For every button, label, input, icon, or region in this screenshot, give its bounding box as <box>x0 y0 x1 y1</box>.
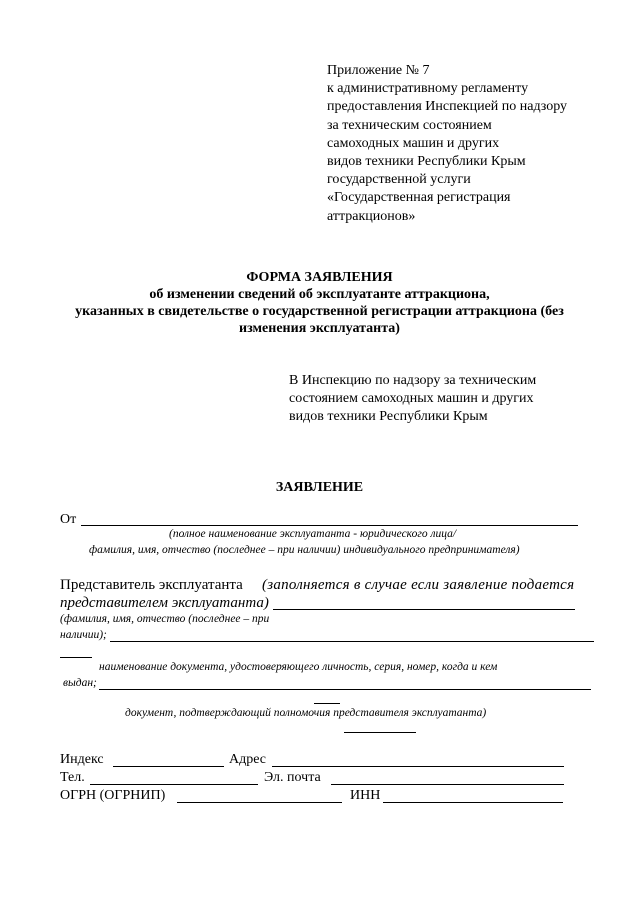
representative-field-line[interactable] <box>273 609 575 610</box>
appendix-line: самоходных машин и других <box>327 135 500 151</box>
index-label: Индекс <box>60 752 104 767</box>
appendix-line: Приложение № 7 <box>327 63 430 78</box>
appendix-line: к административному регламенту <box>327 81 529 97</box>
form-subtitle-line: изменения эксплуатанта) <box>239 321 400 336</box>
from-field-line[interactable] <box>81 525 578 526</box>
phone-label: Тел. <box>60 770 85 785</box>
from-caption-1: (полное наименование эксплуатанта - юридического лица/ <box>169 528 457 540</box>
inn-input[interactable] <box>383 802 563 803</box>
representative-note-1: (заполняется в случае если заявление подается <box>262 577 575 593</box>
issued-label: выдан; <box>63 677 97 689</box>
form-subtitle-line: указанных в свидетельстве о государственной регистрации аттракциона (без <box>75 304 564 319</box>
email-label: Эл. почта <box>264 770 321 785</box>
form-subtitle-line: об изменении сведений об эксплуатанте аттракциона, <box>149 287 490 302</box>
appendix-line: государственной услуги <box>327 172 471 188</box>
form-title: ФОРМА ЗАЯВЛЕНИЯ <box>246 270 393 285</box>
statement-title: ЗАЯВЛЕНИЕ <box>275 480 364 495</box>
id-document-line-end[interactable] <box>314 703 340 704</box>
appendix-line: аттракционов» <box>327 208 416 224</box>
addressee-block <box>289 372 536 426</box>
ogrn-input[interactable] <box>177 802 342 803</box>
representative-fio-caption-1: (фамилия, имя, отчество (последнее – при <box>60 613 270 625</box>
address-label: Адрес <box>229 752 267 767</box>
addressee-line: видов техники Республики Крым <box>289 409 488 424</box>
authority-document-line[interactable] <box>344 732 416 733</box>
from-caption-2: фамилия, имя, отчество (последнее – при наличии) индивидуального предпринимателя) <box>89 544 520 556</box>
authority-document-caption: документ, подтверждающий полномочия представителя эксплуатанта) <box>125 707 487 719</box>
email-input[interactable] <box>331 784 564 785</box>
ogrn-label: ОГРН (ОГРНИП) <box>60 788 166 803</box>
appendix-block <box>327 62 567 226</box>
addressee-line: состоянием самоходных машин и других <box>289 391 534 406</box>
id-document-caption: наименование документа, удостоверяющего личность, серия, номер, когда и кем <box>99 661 498 673</box>
representative-fio-caption-2: наличии); <box>60 629 107 641</box>
addressee-line: В Инспекцию по надзору за техническим <box>289 373 537 388</box>
index-input[interactable] <box>113 766 224 767</box>
address-input[interactable] <box>272 766 564 767</box>
inn-label: ИНН <box>350 788 381 803</box>
representative-fio-line-end[interactable] <box>60 657 92 658</box>
appendix-line: предоставления Инспекцией по надзору <box>327 99 568 115</box>
appendix-line: видов техники Республики Крым <box>327 154 526 170</box>
phone-input[interactable] <box>90 784 258 785</box>
representative-fio-line[interactable] <box>110 641 594 642</box>
from-label: От <box>60 512 77 527</box>
representative-note-2: представителем эксплуатанта) <box>60 595 269 611</box>
appendix-line: за техническим состоянием <box>327 117 492 133</box>
representative-label: Представитель эксплуатанта <box>60 577 243 593</box>
appendix-line: «Государственная регистрация <box>327 190 511 206</box>
id-document-line[interactable] <box>99 689 591 690</box>
